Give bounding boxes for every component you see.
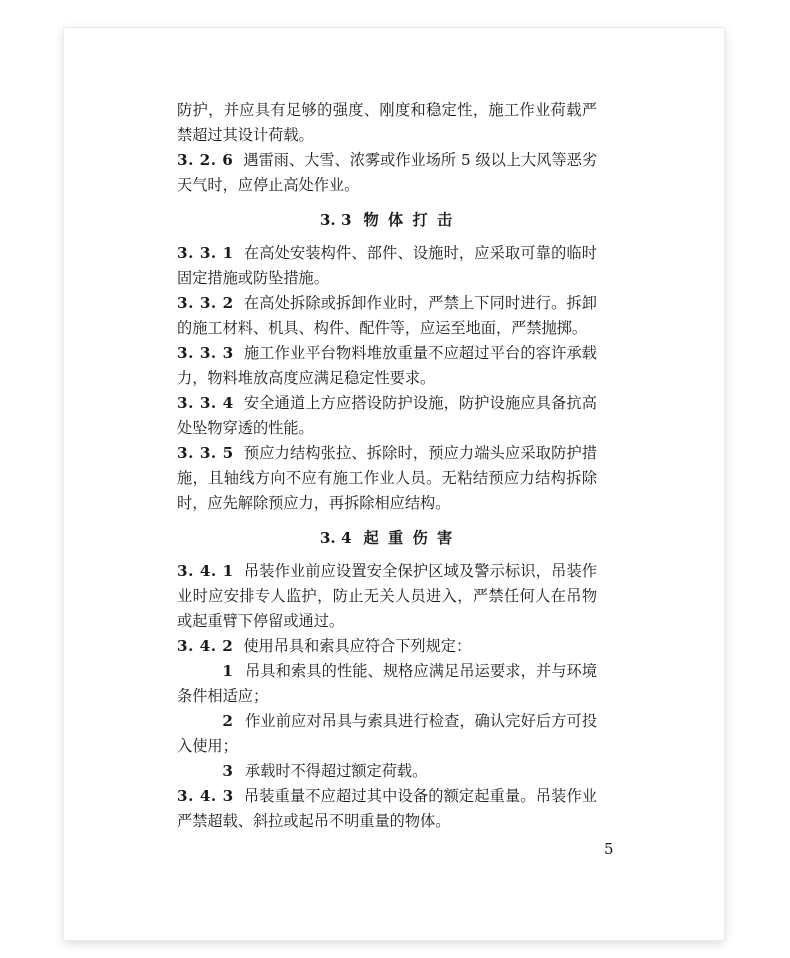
clause-number: 3. 4. 3	[177, 787, 234, 805]
clause-number: 3. 3. 1	[177, 244, 234, 262]
list-item-number: 2	[222, 712, 233, 730]
clause-text: 预应力结构张拉、拆除时，预应力端头应采取防护措施，且轴线方向不应有施工作业人员。无粘结预应力结构拆除时，应先解除预应力，再拆除相应结构。	[177, 444, 597, 512]
clause-paragraph	[177, 98, 597, 148]
clause-text: 防护，并应具有足够的强度、刚度和稳定性，施工作业荷载严禁超过其设计荷载。	[177, 101, 597, 144]
clause-paragraph	[177, 148, 597, 198]
clause-number: 3. 4. 2	[177, 637, 234, 655]
section-title: 起 重 伤 害	[363, 529, 455, 547]
clause-number: 3. 3. 4	[177, 394, 234, 412]
page-body	[177, 98, 597, 834]
list-item	[177, 759, 597, 784]
clause-text: 施工作业平台物料堆放重量不应超过平台的容许承载力，物料堆放高度应满足稳定性要求。	[177, 344, 597, 387]
clause-paragraph	[177, 391, 597, 441]
clause-text: 吊装作业前应设置安全保护区域及警示标识，吊装作业时应安排专人监护，防止无关人员进入，严禁任何人在吊物或起重臂下停留或通过。	[177, 562, 597, 630]
list-item-number: 1	[222, 662, 233, 680]
clause-text: 在高处拆除或拆卸作业时，严禁上下同时进行。拆卸的施工材料、机具、构件、配件等，应运至地面，严禁抛掷。	[177, 294, 597, 337]
clause-paragraph	[177, 441, 597, 516]
clause-paragraph	[177, 341, 597, 391]
list-item-text: 承载时不得超过额定荷载。	[245, 762, 428, 780]
clause-text: 在高处安装构件、部件、设施时，应采取可靠的临时固定措施或防坠措施。	[177, 244, 597, 287]
document-page	[64, 28, 724, 940]
clause-number: 3. 3. 3	[177, 344, 234, 362]
clause-text: 遇雷雨、大雪、浓雾或作业场所 5 级以上大风等恶劣天气时，应停止高处作业。	[177, 151, 597, 194]
list-item	[177, 709, 597, 759]
section-heading	[177, 526, 597, 551]
clause-paragraph	[177, 784, 597, 834]
clause-number: 3. 4. 1	[177, 562, 234, 580]
clause-number: 3. 3. 2	[177, 294, 234, 312]
section-number: 3. 3	[319, 211, 352, 229]
clause-text: 使用吊具和索具应符合下列规定：	[243, 637, 472, 655]
clause-paragraph	[177, 559, 597, 634]
clause-number: 3. 2. 6	[177, 151, 234, 169]
list-item	[177, 659, 597, 709]
section-title: 物 体 打 击	[363, 211, 455, 229]
clause-paragraph	[177, 241, 597, 291]
section-number: 3. 4	[319, 529, 352, 547]
clause-paragraph	[177, 291, 597, 341]
list-item-number: 3	[222, 762, 233, 780]
list-item-text: 作业前应对吊具与索具进行检查，确认完好后方可投入使用；	[177, 712, 597, 755]
clause-number: 3. 3. 5	[177, 444, 234, 462]
clause-text: 吊装重量不应超过其中设备的额定起重量。吊装作业严禁超载、斜拉或起吊不明重量的物体。	[177, 787, 597, 830]
clause-paragraph	[177, 634, 597, 659]
list-item-text: 吊具和索具的性能、规格应满足吊运要求，并与环境条件相适应；	[177, 662, 597, 705]
section-heading	[177, 208, 597, 233]
page-number: 5	[604, 840, 614, 858]
clause-text: 安全通道上方应搭设防护设施，防护设施应具备抗高处坠物穿透的性能。	[177, 394, 597, 437]
